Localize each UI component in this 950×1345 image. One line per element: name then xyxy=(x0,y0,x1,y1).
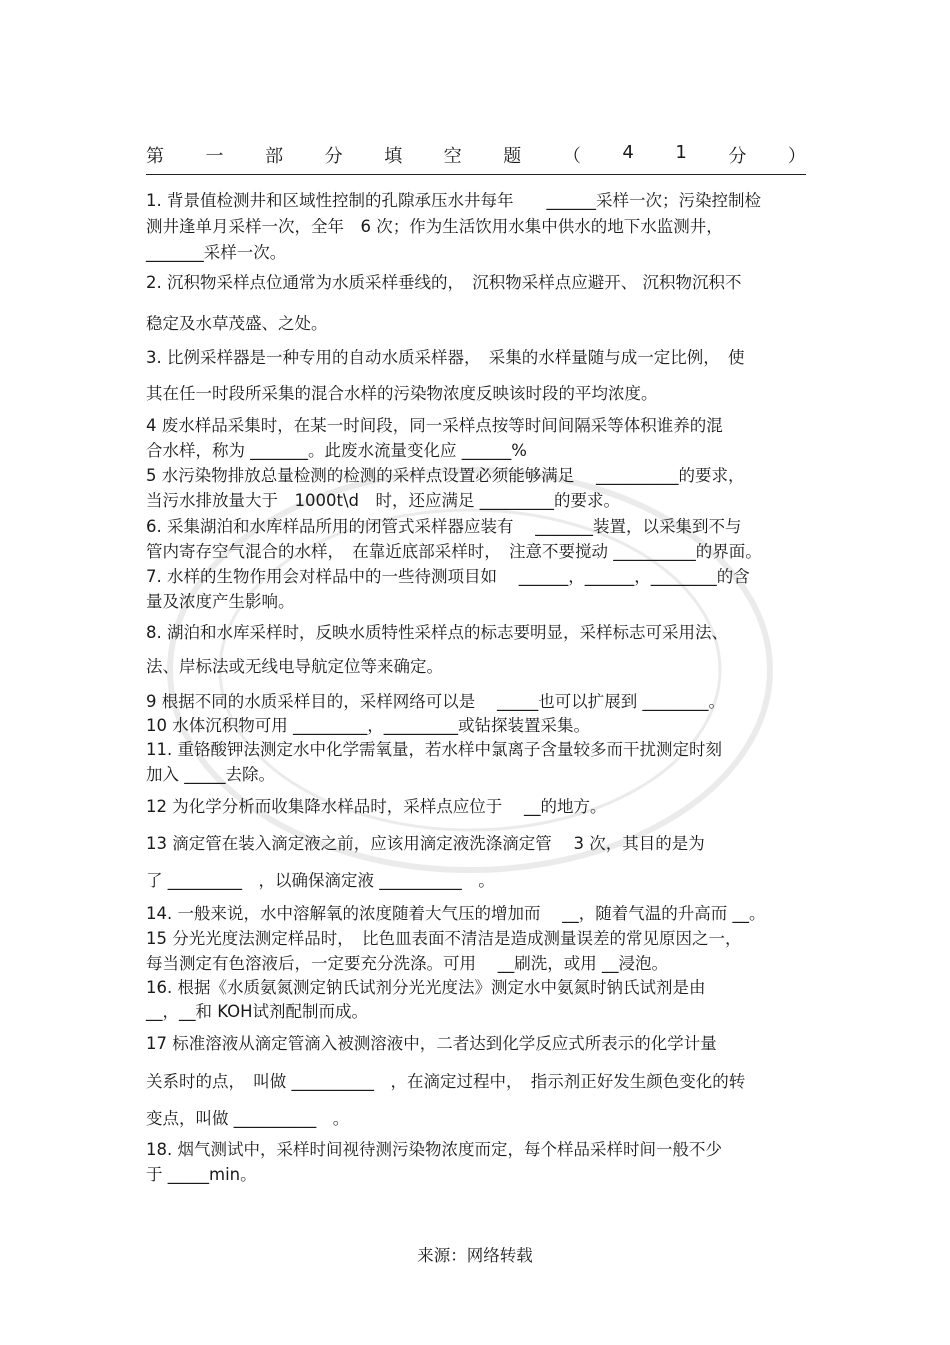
question-8-line-1: 8. 湖泊和水库采样时，反映水质特性采样点的标志要明显，采样标志可采用法、 xyxy=(146,623,728,642)
title-char: 分 xyxy=(324,146,343,167)
title-char: （ xyxy=(562,146,581,167)
question-12-line-1: 12 为化学分析而收集降水样品时，采样点应位于 __的地方。 xyxy=(146,797,607,816)
question-2-line-2: 稳定及水草茂盛、之处。 xyxy=(146,314,328,333)
question-5-line-1: 5 水污染物排放总量检测的检测的采样点设置必须能够满足 __________的要求， xyxy=(146,466,745,485)
question-13-line-2: 了 _________ ，以确保滴定液 __________ 。 xyxy=(146,871,495,890)
question-4-line-2: 合水样，称为 _______。此废水流量变化应 ______% xyxy=(146,441,527,460)
title-char: ） xyxy=(787,146,806,167)
title-char: 分 xyxy=(728,146,747,167)
question-11-line-1: 11. 重铬酸钾法测定水中化学需氧量，若水样中氯离子含量较多而干扰测定时刻 xyxy=(146,740,722,759)
question-17-line-1: 17 标准溶液从滴定管滴入被测溶液中，二者达到化学反应式所表示的化学计量 xyxy=(146,1034,717,1053)
question-16-line-1: 16. 根据《水质氨氮测定钠氏试剂分光光度法》测定水中氨氮时钠氏试剂是由 xyxy=(146,978,706,997)
question-10-line-1: 10 水体沉积物可用 _________，_________或钻探装置采集。 xyxy=(146,716,590,735)
question-18-line-2: 于 _____min。 xyxy=(146,1165,257,1184)
title-char: 一 xyxy=(205,146,224,167)
title-char: 第 xyxy=(146,146,164,167)
question-7-line-2: 量及浓度产生影响。 xyxy=(146,592,295,611)
question-2-line-1: 2. 沉积物采样点位通常为水质采样垂线的， 沉积物采样点应避开、 沉积物沉积不 xyxy=(146,273,742,292)
question-5-line-2: 当污水排放量大于 1000t\d 时，还应满足 _________的要求。 xyxy=(146,491,620,510)
title-char: 填 xyxy=(384,146,403,167)
question-15-line-2: 每当测定有色溶液后，一定要充分洗涤。可用 __刷洗，或用 __浸泡。 xyxy=(146,954,668,973)
question-3-line-2: 其在任一时段所采集的混合水样的污染物浓度反映该时段的平均浓度。 xyxy=(146,384,658,403)
question-15-line-1: 15 分光光度法测定样品时， 比色皿表面不清洁是造成测量误差的常见原因之一， xyxy=(146,929,742,948)
question-6-line-1: 6. 采集湖泊和水库样品所用的闭管式采样器应装有 _______装置，以采集到不与 xyxy=(146,517,742,536)
question-1-line-1: 1. 背景值检测井和区域性控制的孔隙承压水井每年 ______采样一次；污染控制检 xyxy=(146,191,761,210)
question-1-line-2: 测井逢单月采样一次，全年 6 次；作为生活饮用水集中供水的地下水监测井， xyxy=(146,217,723,236)
question-4-line-1: 4 废水样品采集时，在某一时间段，同一采样点按等时间间隔采等体积谁养的混 xyxy=(146,416,723,435)
title-char: 题 xyxy=(503,146,522,167)
question-14-line-1: 14. 一般来说，水中溶解氧的浓度随着大气压的增加而 __，随着气温的升高而 __。 xyxy=(146,904,766,923)
title-char: 部 xyxy=(265,146,284,167)
question-9-line-1: 9 根据不同的水质采样目的，采样网络可以是 _____也可以扩展到 ________。 xyxy=(146,692,725,711)
question-13-line-1: 13 滴定管在装入滴定液之前，应该用滴定液洗涤滴定管 3 次，其目的是为 xyxy=(146,834,705,853)
title-char: 4 xyxy=(622,142,634,163)
title-char: 空 xyxy=(443,146,462,167)
question-11-line-2: 加入 _____去除。 xyxy=(146,765,275,784)
question-18-line-1: 18. 烟气测试中，采样时间视待测污染物浓度而定，每个样品采样时间一般不少 xyxy=(146,1140,722,1159)
question-16-line-2: __，__和 KOH试剂配制而成。 xyxy=(146,1002,369,1021)
source-footer: 来源：网络转载 xyxy=(417,1246,533,1265)
question-17-line-3: 变点，叫做 __________ 。 xyxy=(146,1109,350,1128)
question-3-line-1: 3. 比例采样器是一种专用的自动水质采样器， 采集的水样量随与成一定比例， 使 xyxy=(146,348,745,367)
question-6-line-2: 管内寄存空气混合的水样， 在靠近底部采样时， 注意不要搅动 __________的界面。 xyxy=(146,542,762,561)
question-7-line-1: 7. 水样的生物作用会对样品中的一些待测项目如 ______，______，________的含 xyxy=(146,567,750,586)
question-8-line-2: 法、岸标法或无线电导航定位等来确定。 xyxy=(146,657,443,676)
question-17-line-2: 关系时的点， 叫做 __________ ，在滴定过程中， 指示剂正好发生颜色变化的转 xyxy=(146,1072,746,1091)
title-char: 1 xyxy=(675,142,687,163)
question-1-line-3: _______采样一次。 xyxy=(146,243,287,262)
section-title xyxy=(146,142,806,175)
